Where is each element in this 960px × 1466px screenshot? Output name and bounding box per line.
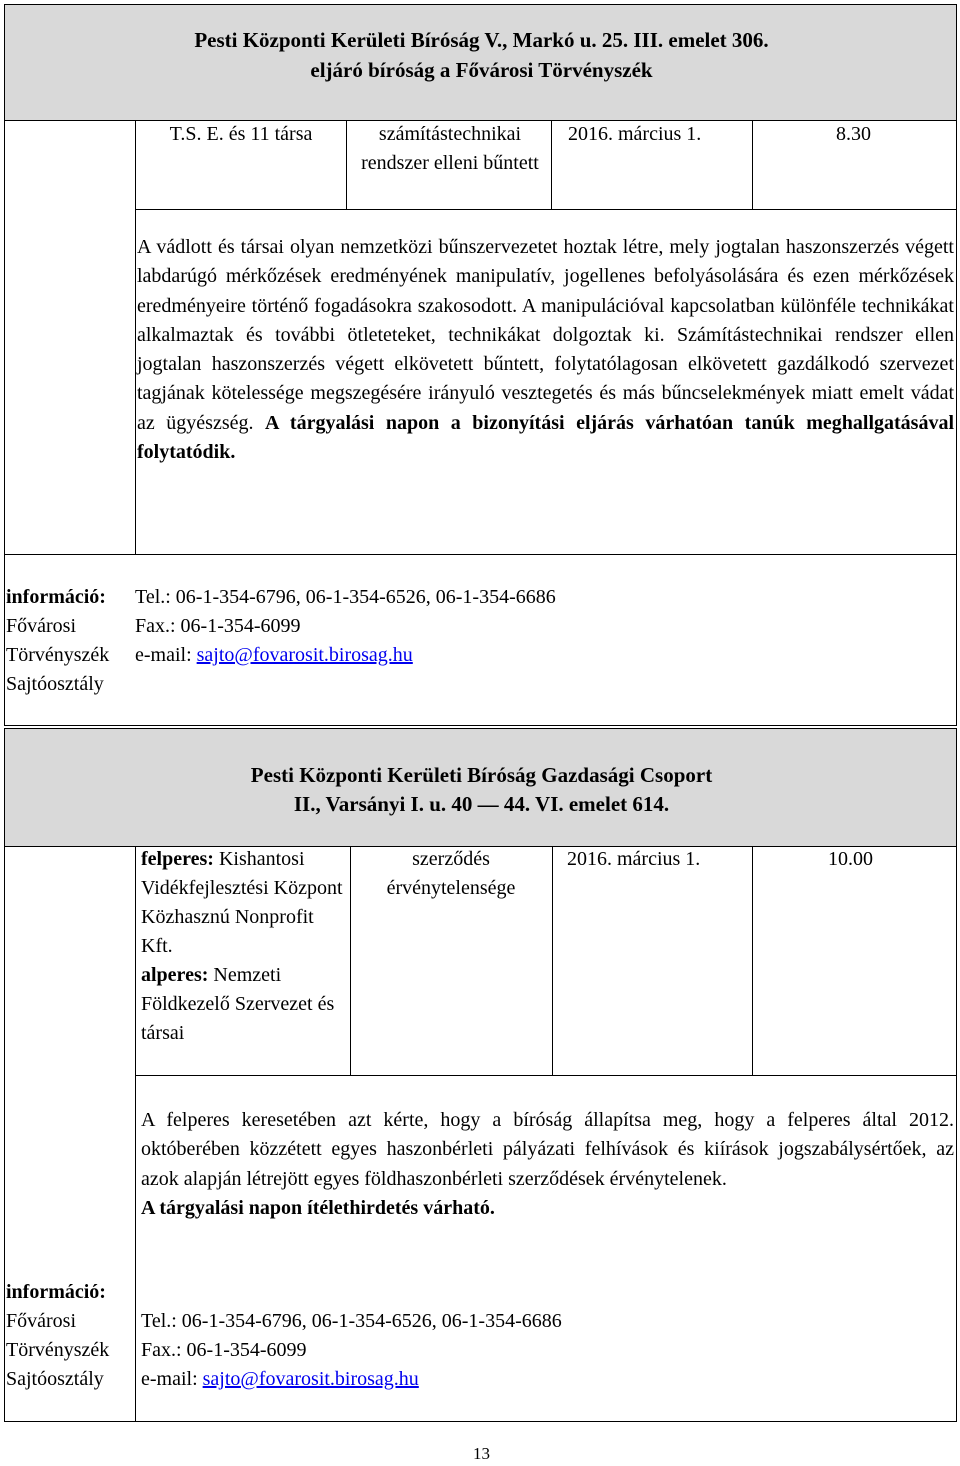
case1-email-label: e-mail: [135,644,197,666]
case1-email-link[interactable]: sajto@fovarosit.birosag.hu [196,644,413,666]
case2-info-label-bold: információ: [6,1281,106,1303]
case1-description [137,233,954,467]
case2-header [4,728,957,847]
case1-parties: T.S. E. és 11 társa [169,123,313,145]
case1-email-row [135,641,556,670]
case2-defendant-name: Nemzeti Földkezelő Szervezet és társai [141,964,335,1044]
case2-fax: Fax.: 06-1-354-6099 [141,1339,307,1361]
case2-info-label-org: Fővárosi Törvényszék Sajtóosztály [6,1310,110,1390]
case2-plaintiff-label: felperes: [141,848,214,870]
case2-header-line2: II., Varsányi I. u. 40 — 44. VI. emelet 614. [293,792,670,816]
case2-email-label: e-mail: [141,1368,203,1390]
case1-info-label [6,583,124,699]
case1-fax: Fax.: 06-1-354-6099 [135,615,301,637]
case1-info-label-org: Fővárosi Törvényszék Sajtóosztály [6,615,110,695]
case2-description-text: A felperes keresetében azt kérte, hogy a bíróság állapítsa meg, hogy a felperes által 2012. októberében közzétett egyes haszonbérleti pályázati felhívások és kiírások jogszabálysértőek, az azok alapján létrejött egyes földhaszonbérleti szerződések érvénytelenek. [141,1109,954,1190]
case1-header-line2: eljáró bíróság a Fővárosi Törvényszék [310,58,653,82]
case2-header-line1: Pesti Központi Kerületi Bíróság Gazdasági Csoport [250,763,713,787]
case2-description [141,1106,954,1223]
case2-subject: szerződés érvénytelensége [386,848,516,899]
case2-parties [141,845,347,1048]
case1-header [4,4,957,121]
page-number: 13 [473,1444,490,1463]
case2-description-emphasis: A tárgyalási napon ítélethirdetés várható. [141,1196,495,1219]
case2-tel: Tel.: 06-1-354-6796, 06-1-354-6526, 06-1-354-6686 [141,1310,562,1332]
case1-tel: Tel.: 06-1-354-6796, 06-1-354-6526, 06-1-354-6686 [135,586,556,608]
case1-header-line1: Pesti Központi Kerületi Bíróság V., Markó u. 25. III. emelet 306. [194,28,769,52]
case1-time: 8.30 [836,123,871,145]
case1-subject: számítástechnikai rendszer elleni bűntett [361,123,539,174]
case1-info-label-bold: információ: [6,586,106,608]
case2-time: 10.00 [828,848,873,870]
case1-description-text: A vádlott és társai olyan nemzetközi bűnszervezetet hoztak létre, mely jogtalan haszonszerzés végett labdarúgó mérkőzések eredményének manipulatív, jogellenes befolyásolására és ezen mérkőzések eredményeire történő fogadásokra szakosodott. A manipulációval kapcsolatban különféle technikákat alkalmaztak és további ötleteteket, technikákat dolgoztak ki. Számítástechnikai rendszer ellen jogtalan haszonszerzés végett elkövetett bűntett, folytatólagosan elkövetett gazdálkodó szervezet tagjának kötelessége megszegésére irányuló vesztegetés és más bűncselekmények miatt emelt vádat az ügyészség. [137,236,954,434]
case1-date: 2016. március 1. [568,123,702,145]
case2-defendant [141,961,347,1048]
case2-email-row [141,1365,562,1394]
case2-defendant-label: alperes: [141,964,209,986]
case2-plaintiff [141,845,347,961]
case2-info-label [6,1278,132,1394]
case1-description-emphasis: A tárgyalási napon a bizonyítási eljárás várhatóan tanúk meghallgatásával folytatódik. [137,411,955,464]
case1-contact [135,583,556,670]
case2-plaintiff-name: Kishantosi Vidékfejlesztési Központ Közhasznú Nonprofit Kft. [141,848,343,957]
case2-date: 2016. március 1. [567,848,701,870]
case2-email-link[interactable]: sajto@fovarosit.birosag.hu [202,1368,419,1390]
case2-contact [141,1307,562,1394]
